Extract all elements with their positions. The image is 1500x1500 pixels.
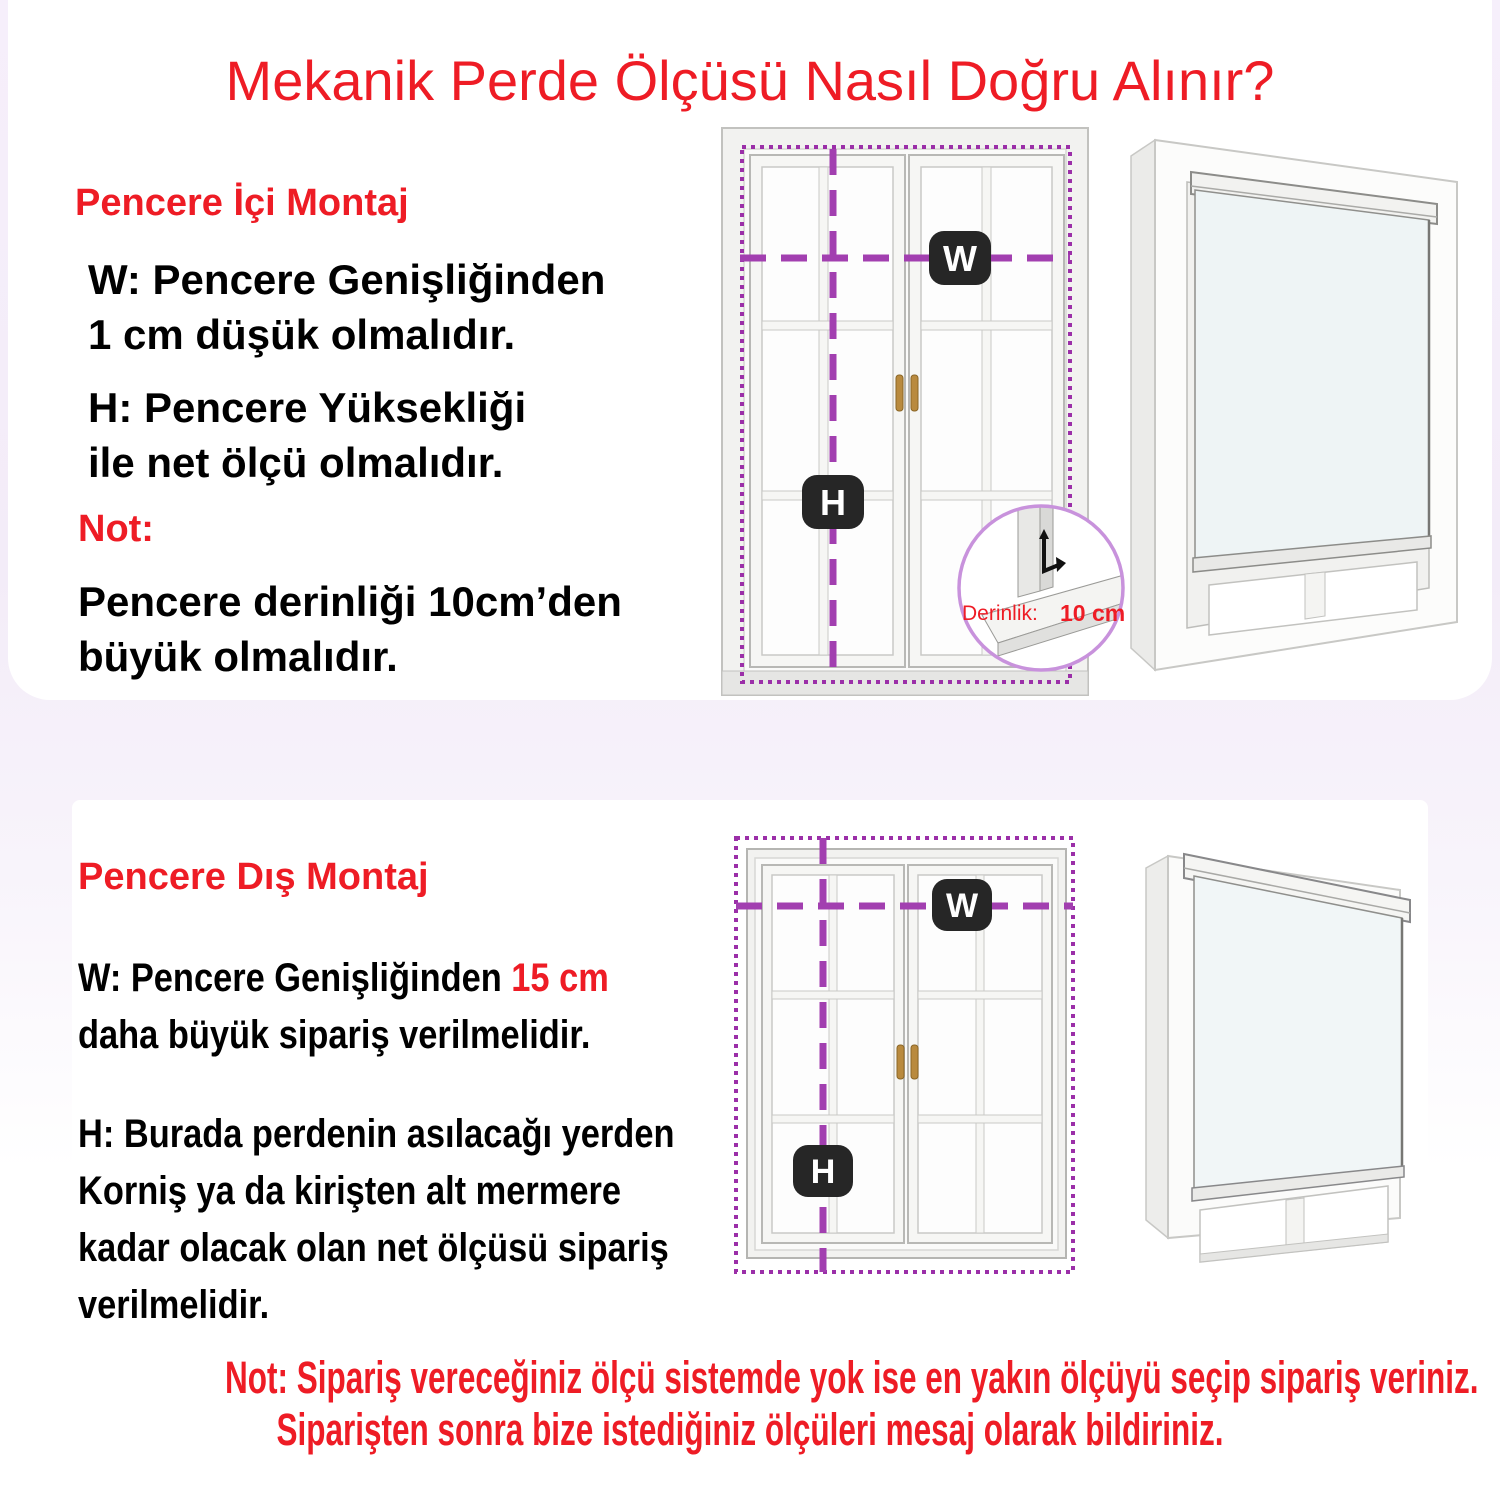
inside-width-rule xyxy=(88,252,605,362)
w-badge-letter: W xyxy=(945,887,979,925)
w-badge xyxy=(932,879,992,931)
outside-width-line1-black: W: Pencere Genişliğinden xyxy=(78,956,512,1000)
roller-blind xyxy=(1184,854,1410,1201)
outside-height-line2: Korniş ya da kirişten alt mermere xyxy=(78,1169,621,1213)
outside-width-line1 xyxy=(78,950,609,1007)
inside-height-line1: H: Pencere Yüksekliği xyxy=(88,384,527,431)
outside-mount-blind-illustration xyxy=(1138,838,1438,1268)
outside-width-line1-red: 15 cm xyxy=(511,956,609,1000)
outside-mount-window-diagram xyxy=(722,833,1082,1293)
depth-label: Derinlik: xyxy=(962,602,1038,625)
inside-depth-line1: Pencere derinliği 10cm’den xyxy=(78,578,622,625)
roller-blind xyxy=(1191,172,1437,572)
outside-mount-heading: Pencere Dış Montaj xyxy=(78,856,429,898)
inside-note-label: Not: xyxy=(78,508,154,550)
inside-height-rule xyxy=(88,380,526,490)
inside-mount-window-diagram xyxy=(700,125,1140,700)
h-badge xyxy=(802,475,864,529)
outside-mount-card xyxy=(72,800,1428,1348)
footer-note-line1: Not: Sipariş vereceğiniz ölçü sistemde yok ise en yakın ölçüyü seçip sipariş veriniz. xyxy=(225,1352,1479,1403)
outside-width-rule xyxy=(78,950,609,1064)
inside-mount-card xyxy=(8,0,1492,700)
inside-height-line2: ile net ölçü olmalıdır. xyxy=(88,439,504,486)
outside-height-line4: verilmelidir. xyxy=(78,1283,270,1327)
inside-mount-blind-illustration xyxy=(1125,130,1485,680)
h-badge xyxy=(793,1145,853,1197)
footer-note-line2: Siparişten sonra bize istediğiniz ölçüleri mesaj olarak bildiriniz. xyxy=(276,1404,1224,1455)
outside-height-rule xyxy=(78,1106,674,1334)
outside-width-line2: daha büyük sipariş verilmelidir. xyxy=(78,1013,591,1057)
depth-value: 10 cm xyxy=(1060,600,1126,626)
inside-width-line1: W: Pencere Genişliğinden xyxy=(88,256,606,303)
inside-depth-note xyxy=(78,574,622,684)
outside-height-line3: kadar olacak olan net ölçüsü sipariş xyxy=(78,1226,669,1270)
window-left-door xyxy=(750,155,905,667)
depth-detail-circle xyxy=(959,503,1136,670)
inside-mount-heading: Pencere İçi Montaj xyxy=(75,182,409,224)
w-badge xyxy=(929,231,991,285)
inside-width-line2: 1 cm düşük olmalıdır. xyxy=(88,311,516,358)
outside-height-line1: H: Burada perdenin asılacağı yerden xyxy=(78,1112,675,1156)
h-badge-letter: H xyxy=(820,482,846,523)
page-title: Mekanik Perde Ölçüsü Nasıl Doğru Alınır? xyxy=(225,49,1275,112)
h-badge-letter: H xyxy=(810,1153,836,1191)
inside-depth-line2: büyük olmalıdır. xyxy=(78,633,398,680)
w-badge-letter: W xyxy=(943,238,977,279)
